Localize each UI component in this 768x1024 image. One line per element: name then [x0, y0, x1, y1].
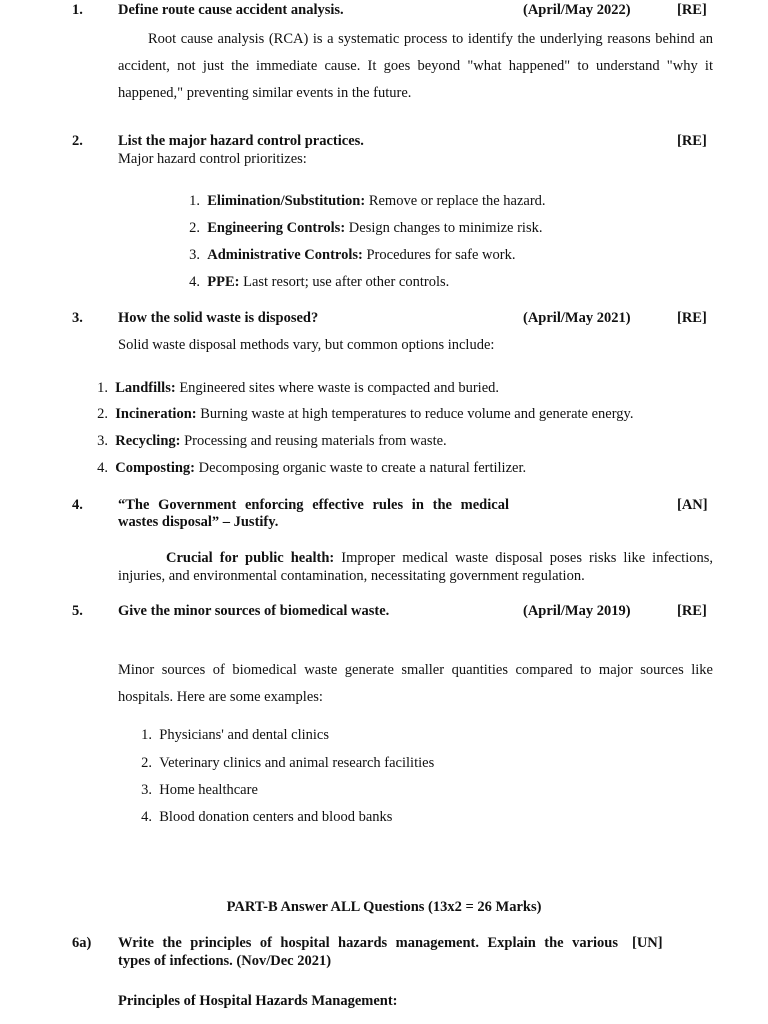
q2-question: List the major hazard control practices.	[118, 133, 364, 149]
list-label: Elimination/Substitution:	[207, 193, 366, 209]
q4-question-line1: “The Government enforcing effective rules in the medical	[118, 497, 509, 513]
part-b-heading: PART-B Answer ALL Questions (13x2 = 26 Marks)	[226, 899, 542, 915]
q6a-question-line1: Write the principles of hospital hazards management. Explain the various	[118, 935, 618, 951]
list-text: Design changes to minimize risk.	[345, 220, 543, 236]
list-item	[88, 460, 526, 477]
list-text: Blood donation centers and blood banks	[159, 809, 393, 825]
q6a-number: 6a)	[72, 935, 92, 951]
list-text: Burning waste at high temperatures to reduce volume and generate energy.	[196, 406, 634, 422]
list-label: Engineering Controls:	[207, 220, 346, 236]
q4-answer-line2: injuries, and environmental contamination, necessitating government regulation.	[118, 568, 585, 584]
q4-answer-text: Improper medical waste disposal poses risks like infections,	[334, 550, 713, 566]
q6a-question-line2: types of infections. (Nov/Dec 2021)	[118, 953, 332, 969]
list-number: 4.	[189, 274, 200, 290]
list-item	[178, 247, 515, 264]
list-text: Veterinary clinics and animal research facilities	[159, 755, 435, 771]
list-label: Landfills:	[115, 380, 176, 396]
q1-tag: [RE]	[677, 2, 707, 18]
list-number: 2.	[97, 406, 108, 422]
q3-date: (April/May 2021)	[523, 310, 631, 326]
list-item	[178, 220, 542, 237]
list-item	[132, 809, 392, 826]
list-item	[132, 782, 258, 799]
list-label: Incineration:	[115, 406, 197, 422]
list-number: 2.	[141, 755, 152, 771]
q5-date: (April/May 2019)	[523, 603, 631, 619]
list-number: 4.	[97, 460, 108, 476]
list-item	[178, 274, 449, 291]
q5-answer: Minor sources of biomedical waste generate smaller quantities compared to major sources like hospitals. Here are some examples:	[118, 662, 713, 705]
q1-answer: Root cause analysis (RCA) is a systematic process to identify the underlying reasons behind an accident, not just the immediate cause. It goes beyond "what happened" to understand "why it happened," preventing similar events in the future.	[118, 31, 713, 101]
q4-number: 4.	[72, 497, 83, 513]
q6a-tag: [UN]	[632, 935, 663, 951]
list-label: PPE:	[207, 274, 240, 290]
list-number: 4.	[141, 809, 152, 825]
list-item	[132, 727, 329, 744]
list-number: 2.	[189, 220, 200, 236]
q3-question: How the solid waste is disposed?	[118, 310, 319, 326]
q1-number: 1.	[72, 2, 83, 18]
q4-question-line2: wastes disposal” – Justify.	[118, 514, 279, 530]
list-number: 1.	[141, 727, 152, 743]
q4-answer-label: Crucial for public health:	[166, 550, 335, 566]
q3-tag: [RE]	[677, 310, 707, 326]
list-text: Engineered sites where waste is compacted and buried.	[175, 380, 499, 396]
list-item	[132, 755, 434, 772]
list-text: Home healthcare	[159, 782, 258, 798]
q3-intro: Solid waste disposal methods vary, but common options include:	[118, 337, 495, 353]
q5-tag: [RE]	[677, 603, 707, 619]
q3-number: 3.	[72, 310, 83, 326]
list-item	[88, 406, 633, 423]
list-item	[88, 433, 447, 450]
list-text: Processing and reusing materials from waste.	[180, 433, 447, 449]
q5-question: Give the minor sources of biomedical waste.	[118, 603, 390, 619]
q6a-subheading: Principles of Hospital Hazards Management:	[118, 993, 398, 1009]
list-label: Composting:	[115, 460, 196, 476]
q2-number: 2.	[72, 133, 83, 149]
q2-intro: Major hazard control prioritizes:	[118, 151, 307, 167]
list-text: Last resort; use after other controls.	[239, 274, 450, 290]
q1-date: (April/May 2022)	[523, 2, 631, 18]
list-item	[178, 193, 546, 210]
q5-number: 5.	[72, 603, 83, 619]
list-label: Administrative Controls:	[207, 247, 363, 263]
q2-tag: [RE]	[677, 133, 707, 149]
q4-answer-line1	[166, 550, 713, 567]
list-number: 3.	[97, 433, 108, 449]
list-number: 1.	[97, 380, 108, 396]
list-text: Procedures for safe work.	[362, 247, 516, 263]
q1-question: Define route cause accident analysis.	[118, 2, 344, 18]
list-label: Recycling:	[115, 433, 181, 449]
list-number: 3.	[189, 247, 200, 263]
list-item	[88, 380, 499, 397]
list-number: 1.	[189, 193, 200, 209]
list-number: 3.	[141, 782, 152, 798]
list-text: Physicians' and dental clinics	[159, 727, 329, 743]
q4-tag: [AN]	[677, 497, 708, 513]
list-text: Decomposing organic waste to create a natural fertilizer.	[195, 460, 527, 476]
list-text: Remove or replace the hazard.	[365, 193, 546, 209]
